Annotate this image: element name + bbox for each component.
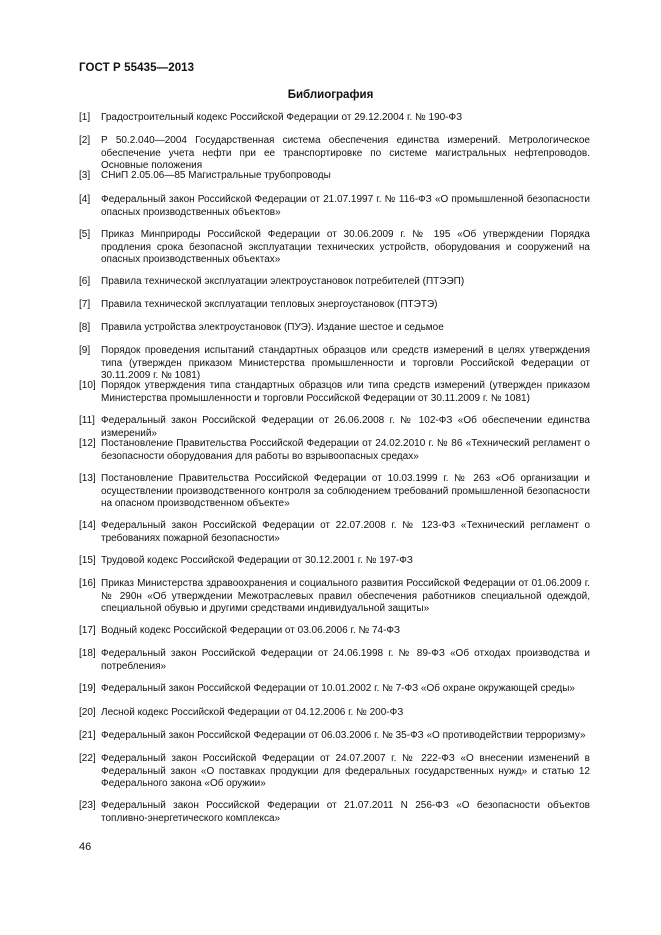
entry-text: Федеральный закон Российской Федерации от 21.07.2011 N 256-ФЗ «О безопасности объектов топливно-энергетического комплекса» — [101, 800, 590, 824]
entry-text: Трудовой кодекс Российской Федерации от 30.12.2001 г. № 197-ФЗ — [101, 555, 413, 566]
entry-text: Приказ Минприроды Российской Федерации от 30.06.2009 г. № 195 «Об утверждении Порядка продления срока безопасной эксплуатации технических устройств, оборудования и сооружений на опасных производственных объектах» — [101, 229, 590, 265]
entry-number: [16] — [79, 578, 96, 589]
entry-text: СНиП 2.05.06—85 Магистральные трубопроводы — [101, 170, 331, 181]
entry-text: Федеральный закон Российской Федерации от 24.06.1998 г. № 89-ФЗ «Об отходах производства и потребления» — [101, 648, 590, 672]
bibliography-entry — [79, 194, 590, 219]
bibliography-entry — [79, 170, 590, 183]
entry-text: Правила технической эксплуатации электроустановок потребителей (ПТЭЭП) — [101, 276, 465, 287]
entry-number: [22] — [79, 753, 96, 764]
entry-number: [3] — [79, 170, 91, 181]
entry-number: [15] — [79, 555, 96, 566]
entry-text: Порядок проведения испытаний стандартных образцов или средств измерений в целях утверждения типа (утвержден приказом Министерства промышленности и торговли Российской Федерации от 30.11.2009 г. № 1081) — [101, 345, 590, 381]
standard-designation: ГОСТ Р 55435—2013 — [79, 62, 195, 74]
bibliography-entry — [79, 299, 590, 312]
bibliography-entry — [79, 683, 590, 696]
entry-number: [4] — [79, 194, 91, 205]
entry-number: [19] — [79, 683, 96, 694]
entry-text: Постановление Правительства Российской Федерации от 10.03.1999 г. № 263 «Об организации и осуществлении производственного контроля за соблюдением требований промышленной безопасности на опасном производственном объекте» — [101, 473, 590, 509]
entry-number: [17] — [79, 625, 96, 636]
bibliography-entry — [79, 648, 590, 673]
entry-text: Порядок утверждения типа стандартных образцов или типа средств измерений (утвержден приказом Министерства промышленности и торговли Российской Федерации от 30.11.2009 г. № 1081) — [101, 380, 590, 404]
entry-text: Приказ Министерства здравоохранения и социального развития Российской Федерации от 01.06.2009 г. № 290н «Об утверждении Межотраслевых правил обеспечения работников специальной одеждой, специальной обувью и другими средствами индивидуальной защиты» — [101, 578, 590, 614]
entry-number: [10] — [79, 380, 96, 391]
bibliography-entry — [79, 135, 590, 173]
entry-number: [18] — [79, 648, 96, 659]
entry-number: [7] — [79, 299, 91, 310]
entry-number: [9] — [79, 345, 91, 356]
entry-text: Федеральный закон Российской Федерации от 10.01.2002 г. № 7-ФЗ «Об охране окружающей среды» — [101, 683, 575, 694]
entry-text: Лесной кодекс Российской Федерации от 04.12.2006 г. № 200-ФЗ — [101, 707, 404, 718]
entry-text: Постановление Правительства Российской Федерации от 24.02.2010 г. № 86 «Технический регламент о безопасности оборудования для работы во взрывоопасных средах» — [101, 438, 590, 462]
entry-text: Федеральный закон Российской Федерации от 26.06.2008 г. № 102-ФЗ «Об обеспечении единства измерений» — [101, 415, 590, 439]
entry-number: [8] — [79, 322, 91, 333]
bibliography-entry — [79, 473, 590, 511]
bibliography-entry — [79, 753, 590, 791]
bibliography-entry — [79, 345, 590, 383]
bibliography-entry — [79, 380, 590, 405]
entry-number: [12] — [79, 438, 96, 449]
bibliography-entry — [79, 730, 590, 743]
entry-text: Федеральный закон Российской Федерации от 22.07.2008 г. № 123-ФЗ «Технический регламент о требованиях пожарной безопасности» — [101, 520, 590, 544]
entry-text: Федеральный закон Российской Федерации от 06.03.2006 г. № 35-ФЗ «О противодействии терроризму» — [101, 730, 586, 741]
bibliography-entry — [79, 625, 590, 638]
entry-number: [2] — [79, 135, 91, 146]
entry-number: [20] — [79, 707, 96, 718]
entry-text: Р 50.2.040—2004 Государственная система обеспечения единства измерений. Метрологическое обеспечение учета нефти при ее транспортировке по системе магистральных нефтепроводов. Основные положения — [101, 135, 590, 171]
entry-number: [1] — [79, 112, 91, 123]
bibliography-entry — [79, 438, 590, 463]
page-number: 46 — [79, 841, 92, 853]
bibliography-entry — [79, 578, 590, 616]
entry-text: Градостроительный кодекс Российской Федерации от 29.12.2004 г. № 190-ФЗ — [101, 112, 463, 123]
bibliography-entry — [79, 520, 590, 545]
entry-number: [21] — [79, 730, 96, 741]
bibliography-entry — [79, 415, 590, 440]
entry-text: Правила устройства электроустановок (ПУЭ). Издание шестое и седьмое — [101, 322, 444, 333]
entry-number: [6] — [79, 276, 91, 287]
bibliography-entry — [79, 322, 590, 335]
entry-text: Правила технической эксплуатации тепловых энергоустановок (ПТЭТЭ) — [101, 299, 438, 310]
bibliography-entry — [79, 707, 590, 720]
entry-text: Водный кодекс Российской Федерации от 03.06.2006 г. № 74-ФЗ — [101, 625, 401, 636]
bibliography-entry — [79, 229, 590, 267]
entry-number: [11] — [79, 415, 95, 426]
bibliography-title: Библиография — [287, 89, 374, 101]
entry-text: Федеральный закон Российской Федерации от 24.07.2007 г. № 222-ФЗ «О внесении изменений в Федеральный закон «О поставках продукции для федеральных государственных нужд» и статью 12 Федерального закона «Об оружии» — [101, 753, 590, 789]
bibliography-entry — [79, 555, 590, 568]
entry-number: [23] — [79, 800, 96, 811]
bibliography-entry — [79, 276, 590, 289]
entry-number: [14] — [79, 520, 96, 531]
bibliography-entry — [79, 112, 590, 125]
entry-text: Федеральный закон Российской Федерации от 21.07.1997 г. № 116-ФЗ «О промышленной безопасности опасных производственных объектов» — [101, 194, 590, 218]
entry-number: [5] — [79, 229, 91, 240]
bibliography-entry — [79, 800, 590, 825]
entry-number: [13] — [79, 473, 96, 484]
